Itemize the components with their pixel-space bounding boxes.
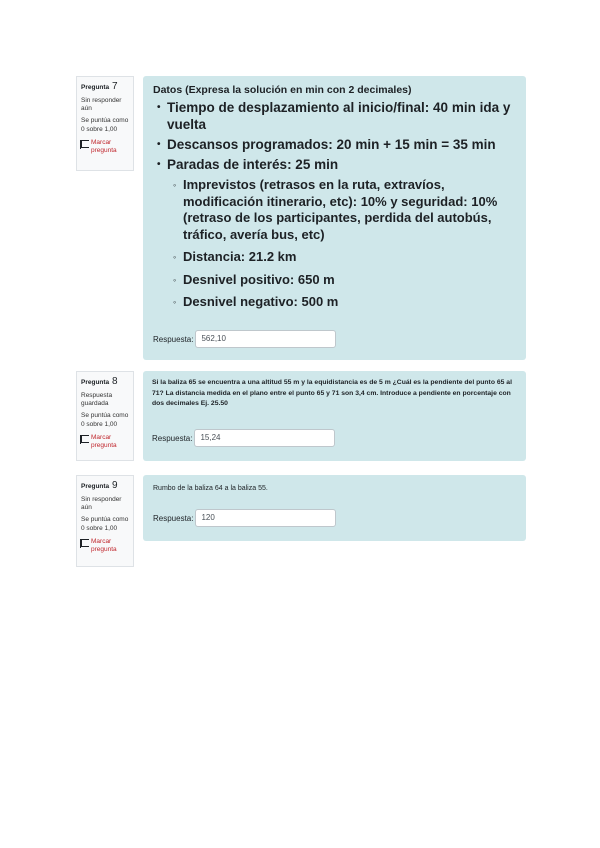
answer-input[interactable]: 15,24 bbox=[194, 429, 335, 447]
list-item bbox=[167, 156, 516, 311]
flag-label: Marcar pregunta bbox=[91, 433, 117, 450]
question-text: Si la baliza 65 se encuentra a una altitud 55 m y la equidistancia es de 5 m ¿Cuál es la pendiente del punto 65 al 71? La distancia medida en el plano entre el punto 65 y 71 son 3,4 cm. Introduce a pendiente en porcentaje con dos decimales Ej. 25.50 bbox=[152, 379, 512, 408]
question-status: Respuesta guardada bbox=[81, 391, 113, 408]
sub-list bbox=[167, 177, 516, 311]
question-info bbox=[76, 371, 134, 461]
question-label: Pregunta bbox=[81, 483, 110, 490]
flag-question-link[interactable] bbox=[81, 434, 129, 452]
answer-row bbox=[153, 330, 336, 348]
flag-question-link[interactable] bbox=[81, 139, 129, 157]
sub-list-item: ◦ Desnivel positivo: 650 m bbox=[183, 272, 516, 289]
question-label: Pregunta bbox=[81, 379, 110, 386]
question-title: Datos (Expresa la solución en min con 2 decimales) bbox=[153, 84, 412, 96]
question-number-value: 8 bbox=[111, 376, 118, 387]
question-content bbox=[143, 76, 526, 360]
question-info bbox=[76, 475, 134, 567]
answer-label: Respuesta: bbox=[153, 334, 194, 344]
flag-question-link[interactable] bbox=[81, 538, 129, 556]
question-number-value: 7 bbox=[111, 81, 118, 92]
data-list bbox=[153, 99, 516, 311]
question-status: Sin responder aún bbox=[81, 495, 122, 512]
answer-input[interactable]: 562,10 bbox=[195, 330, 336, 348]
question-number bbox=[81, 80, 129, 94]
flag-label: Marcar pregunta bbox=[91, 537, 117, 554]
question-number bbox=[81, 375, 129, 389]
question-number-value: 9 bbox=[111, 480, 118, 491]
sub-list-item: ◦ Desnivel negativo: 500 m bbox=[183, 294, 516, 311]
sub-list-item: ◦ Imprevistos (retrasos en la ruta, extravíos, modificación itinerario, etc): 10% y seguridad: 10% (retraso de los participantes, perdida del autobús, tráfico, avería bus, etc) bbox=[183, 177, 516, 243]
list-item: • Tiempo de desplazamiento al inicio/final: 40 min ida y vuelta bbox=[167, 99, 516, 133]
question-number bbox=[81, 479, 129, 493]
answer-label: Respuesta: bbox=[152, 433, 193, 443]
question-score: Se puntúa como 0 sobre 1,00 bbox=[81, 516, 129, 532]
question-score: Se puntúa como 0 sobre 1,00 bbox=[81, 412, 129, 428]
answer-row bbox=[153, 509, 336, 527]
question-text: Rumbo de la baliza 64 a la baliza 55. bbox=[153, 485, 268, 492]
list-item-text: Paradas de interés: 25 min bbox=[167, 157, 339, 172]
question-label: Pregunta bbox=[81, 84, 110, 91]
list-item: • Descansos programados: 20 min + 15 min = 35 min bbox=[167, 136, 516, 153]
answer-row bbox=[152, 429, 335, 447]
answer-input[interactable]: 120 bbox=[195, 509, 336, 527]
flag-icon bbox=[81, 140, 89, 148]
question-score: Se puntúa como 0 sobre 1,00 bbox=[81, 117, 129, 133]
answer-label: Respuesta: bbox=[153, 513, 194, 523]
flag-icon bbox=[81, 435, 89, 443]
question-content bbox=[143, 371, 526, 461]
sub-list-item: ◦ Distancia: 21.2 km bbox=[183, 249, 516, 266]
question-status: Sin responder aún bbox=[81, 96, 122, 113]
question-info bbox=[76, 76, 134, 171]
question-content bbox=[143, 475, 526, 541]
flag-icon bbox=[81, 539, 89, 547]
flag-label: Marcar pregunta bbox=[91, 138, 117, 155]
